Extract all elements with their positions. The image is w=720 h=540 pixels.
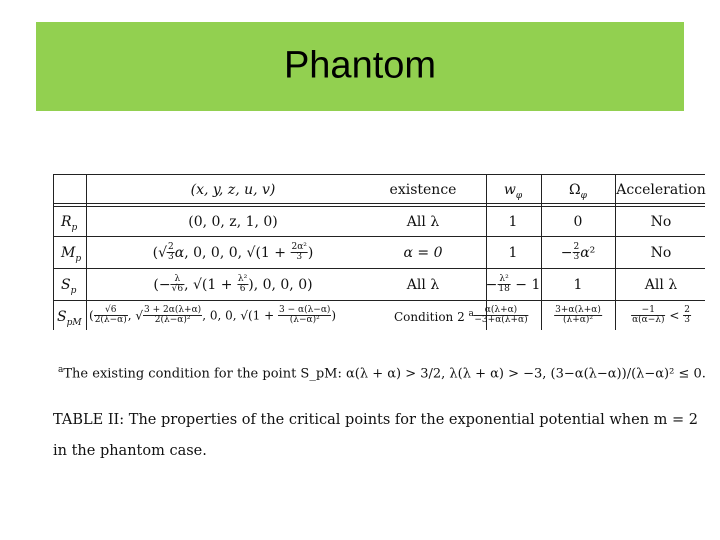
table-rule-header [53,203,705,204]
sp-w: − $\frac{\text{λ²}}{18}$ − 1 [485,274,541,295]
sp-acceleration: All λ [644,277,678,293]
header-coordinates: (x, y, z, u, v) [190,182,276,198]
table-rule-header-double [53,206,705,207]
rp-coordinates: (0, 0, z, 1, 0) [188,214,278,230]
header-omega-phi: $\Omega_\varphi$ [569,182,587,201]
table-rule-col4 [541,174,542,330]
mp-existence: α = 0 [403,245,443,261]
table-rule-col1 [86,174,87,330]
table-rule-top [53,174,705,175]
table-rule-row3 [53,300,705,301]
table-rule-row2 [53,268,705,269]
mp-w: 1 [508,245,518,261]
sp-existence: All λ [406,277,440,293]
critical-points-table [53,173,705,330]
header-w-phi: $w_\varphi$ [503,182,523,201]
mp-coordinates: (√ $\frac{2}{3}$ α, 0, 0, 0, √(1 + $\frac{\text{2α²}}{3}$ ) [152,242,314,263]
spm-existence: Condition 2 $^a$ [394,309,474,324]
mp-acceleration: No [650,245,672,261]
table-rule-row1 [53,236,705,237]
row-label-spm: $S_{pM}$ [57,309,82,328]
spm-w: $\frac{\alpha(\lambda+\alpha)}{-3+\alpha(\lambda+\alpha)}$ [474,305,528,326]
title-banner [36,22,684,111]
mp-omega: − $\frac{2}{3}$ α² [560,242,596,263]
rp-existence: All λ [406,214,440,230]
sp-coordinates: (− $\frac{\lambda}{√6}$ , √(1 + $\frac{\text{λ²}}{6}$ ), 0, 0, 0) [153,274,313,295]
rp-omega: 0 [573,214,583,230]
rp-w: 1 [508,214,518,230]
table-caption: TABLE II: The properties of the critical points for the exponential potential when m = 2 in the phantom case. [53,412,699,459]
spm-acceleration: $\frac{-1}{\alpha(\alpha-\lambda)}$ < $\frac{2}{3}$ [632,305,690,326]
row-label-rp: $R_p$ [61,214,78,233]
slide-title: Phantom [283,44,437,87]
header-acceleration: Acceleration [616,182,706,198]
row-label-sp: $S_p$ [61,277,77,296]
spm-coordinates: ( $\frac{√6}{2(\lambda-\alpha)}$ , √ $\frac{3 + 2\alpha(\lambda+\alpha)}{\text{2(λ−α)²}}$ , 0, 0, √(1 + $\frac{3 - \alpha(\lambda-\alpha)}{\text{(λ−α)²}}$ ) [89,305,337,326]
rp-acceleration: No [650,214,672,230]
sp-omega: 1 [573,277,583,293]
row-label-mp: $M_p$ [61,245,82,264]
table-footnote: $^a$The existing condition for the point S_pM: α(λ + α) > 3/2, λ(λ + α) > −3, (3−α(λ−α))/(λ−α)² ≤ 0. [58,365,706,382]
spm-omega: $\frac{3+\alpha(\lambda+\alpha)}{\text{(λ+α)²}}$ [555,305,601,326]
table-rule-left [53,174,54,330]
header-existence: existence [389,182,457,198]
